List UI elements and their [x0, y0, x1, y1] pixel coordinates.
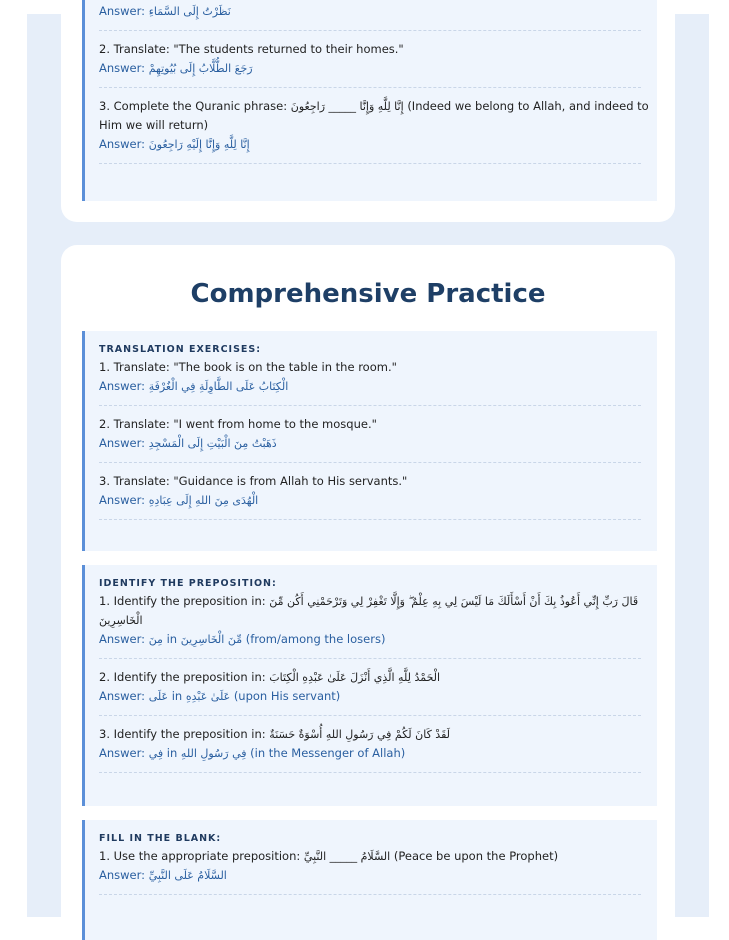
- question-prefix: 3. Identify the preposition in:: [99, 727, 266, 741]
- answer-line: [99, 687, 657, 706]
- question-text: [99, 592, 657, 630]
- answer-label: Answer:: [99, 379, 146, 393]
- answer-label: Answer:: [99, 868, 146, 882]
- exercise-item: [99, 88, 657, 164]
- answer-label: Answer:: [99, 436, 146, 450]
- question-text: [99, 847, 657, 866]
- exercise-item: [99, 463, 657, 520]
- exercise-item: [99, 355, 657, 406]
- fill-in-the-blank-block: [82, 820, 657, 940]
- answer-label: Answer:: [99, 632, 146, 646]
- previous-section-card: [61, 0, 675, 222]
- answer-context-arabic: فِي رَسُولِ اللهِ: [180, 747, 247, 760]
- question-arabic: قَالَ رَبِّ إِنِّي أَعُوذُ بِكَ أَنْ أَسْأَلَكَ مَا لَيْسَ لِي بِهِ عِلْمٌ ۖ وَإِلَّا تَغْفِرْ لِي وَتَرْحَمْنِي أَكُن مِّنَ الْخَاسِرِينَ: [99, 595, 639, 627]
- exercise-item: [99, 659, 657, 716]
- translation-exercises-block: [82, 331, 657, 551]
- question-text: [99, 97, 657, 135]
- answer-line: [99, 491, 657, 510]
- answer-in: in: [166, 632, 178, 646]
- answer-line: [99, 630, 657, 649]
- question-text: [99, 668, 657, 687]
- answer-line: [99, 377, 657, 396]
- answer-arabic: الْهُدَى مِنَ اللهِ إِلَى عِبَادِهِ: [148, 494, 259, 507]
- divider: [99, 162, 641, 164]
- answer-label: Answer:: [99, 4, 146, 18]
- exercise-item: [99, 716, 657, 773]
- answer-arabic: إِنَّا لِلَّهِ وَإِنَّا إِلَيْهِ رَاجِعُونَ: [148, 138, 250, 151]
- exercise-item: [99, 589, 657, 659]
- question-text: 3. Translate: "Guidance is from Allah to His servants.": [99, 474, 408, 488]
- divider: [99, 771, 641, 773]
- answer-arabic: نَظَرْتُ إِلَى السَّمَاءِ: [148, 5, 231, 18]
- question-arabic: إِنَّا لِلَّهِ وَإِنَّا _____ رَاجِعُونَ: [290, 100, 404, 113]
- question-prefix: 1. Identify the preposition in:: [99, 594, 266, 608]
- answer-label: Answer:: [99, 689, 146, 703]
- question-text: [99, 725, 657, 744]
- answer-line: [99, 434, 657, 453]
- answer-line: [99, 2, 657, 21]
- section-heading: IDENTIFY THE PREPOSITION:: [99, 578, 277, 589]
- answer-context-arabic: عَلَىٰ عَبْدِهِ: [185, 690, 231, 703]
- answer-gloss: (from/among the losers): [245, 632, 386, 646]
- answer-arabic: فِي: [148, 747, 164, 760]
- section-heading: TRANSLATION EXERCISES:: [99, 344, 262, 355]
- question-prefix: 1. Use the appropriate preposition:: [99, 849, 301, 863]
- answer-arabic: رَجَعَ الطُّلَّابُ إِلَى بُيُوتِهِمْ: [148, 62, 253, 75]
- answer-arabic: السَّلَامُ عَلَى النَّبِيِّ: [148, 869, 227, 882]
- section-heading: FILL IN THE BLANK:: [99, 833, 222, 844]
- answer-in: in: [171, 689, 183, 703]
- answer-arabic: ذَهَبْتُ مِنَ الْبَيْتِ إِلَى الْمَسْجِدِ: [148, 437, 277, 450]
- previous-exercise-block: [82, 0, 657, 201]
- answer-gloss: (upon His servant): [233, 689, 341, 703]
- answer-gloss: (in the Messenger of Allah): [250, 746, 406, 760]
- question-text: 1. Translate: "The book is on the table in the room.": [99, 360, 397, 374]
- answer-context-arabic: مِّنَ الْخَاسِرِينَ: [180, 633, 243, 646]
- question-text: 2. Translate: "I went from home to the mosque.": [99, 417, 377, 431]
- exercise-item: [99, 0, 657, 31]
- exercise-item: [99, 844, 657, 895]
- answer-line: [99, 59, 657, 78]
- question-gloss: (Peace be upon the Prophet): [393, 849, 559, 863]
- answer-arabic: عَلَى: [148, 690, 169, 703]
- page-title: Comprehensive Practice: [190, 279, 546, 309]
- answer-line: [99, 135, 657, 154]
- question-arabic: السَّلَامُ _____ النَّبِيِّ: [303, 850, 391, 863]
- identify-preposition-block: [82, 565, 657, 806]
- question-text: 2. Translate: "The students returned to their homes.": [99, 42, 404, 56]
- divider: [99, 893, 641, 895]
- exercise-item: [99, 406, 657, 463]
- question-gloss: (Indeed we belong to Allah, and indeed to Him we will return): [99, 99, 649, 132]
- exercise-item: [99, 31, 657, 88]
- comprehensive-practice-card: [61, 245, 675, 935]
- divider: [99, 518, 641, 520]
- answer-label: Answer:: [99, 493, 146, 507]
- question-arabic: لَقَدْ كَانَ لَكُمْ فِي رَسُولِ اللهِ أُسْوَةٌ حَسَنَةٌ: [269, 728, 451, 741]
- question-prefix: 2. Identify the preposition in:: [99, 670, 266, 684]
- question-arabic: الْحَمْدُ لِلَّهِ الَّذِي أَنْزَلَ عَلَىٰ عَبْدِهِ الْكِتَابَ: [269, 671, 441, 684]
- answer-label: Answer:: [99, 746, 146, 760]
- answer-line: [99, 866, 657, 885]
- answer-line: [99, 744, 657, 763]
- answer-in: in: [166, 746, 178, 760]
- answer-label: Answer:: [99, 137, 146, 151]
- answer-label: Answer:: [99, 61, 146, 75]
- answer-arabic: الْكِتَابُ عَلَى الطَّاوِلَةِ فِي الْغُرْفَةِ: [148, 380, 289, 393]
- question-prefix: 3. Complete the Quranic phrase:: [99, 99, 288, 113]
- answer-arabic: مِنَ: [148, 633, 163, 646]
